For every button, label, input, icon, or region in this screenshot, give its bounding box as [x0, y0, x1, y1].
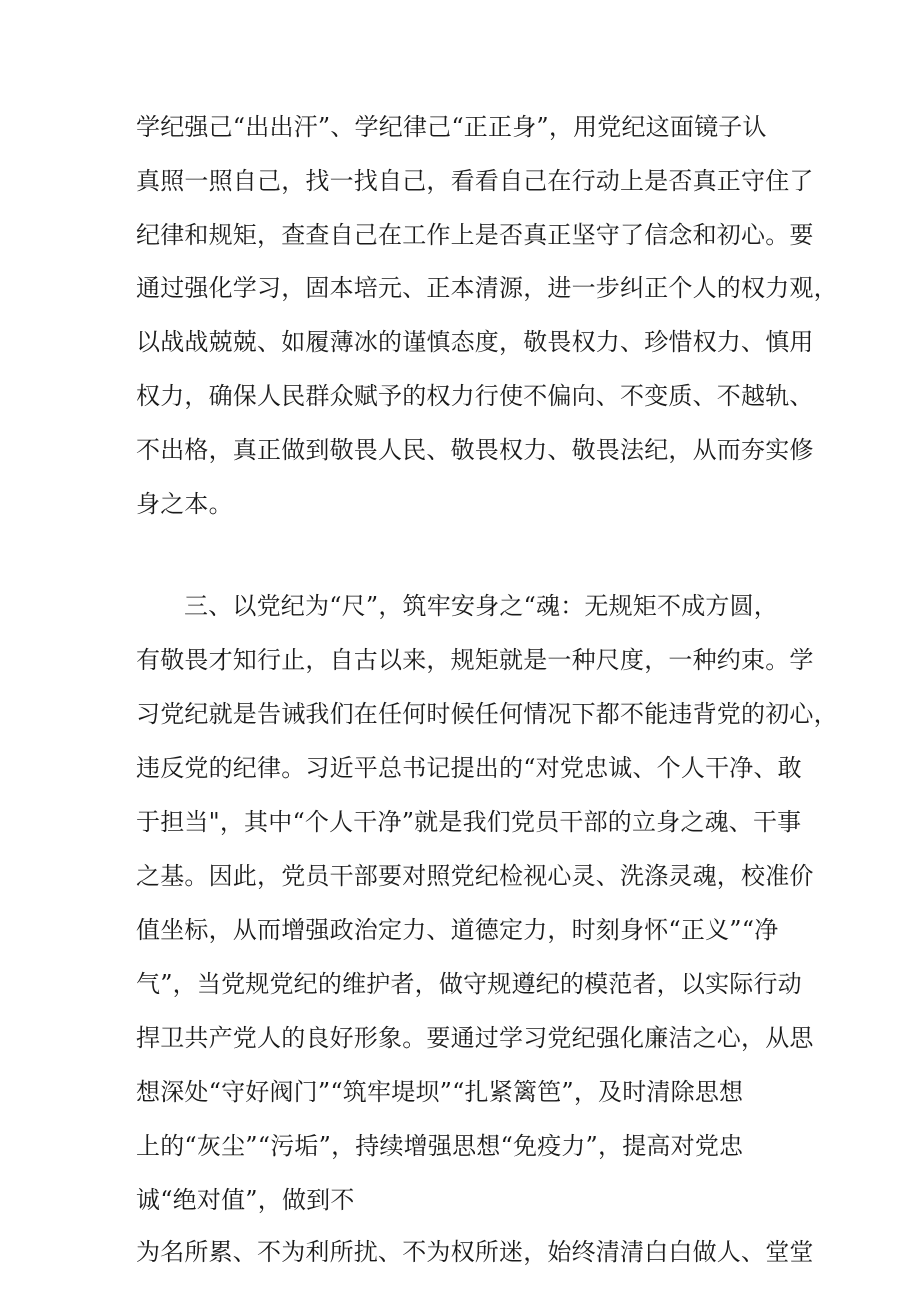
- paragraph-line: 习党纪就是告诫我们在任何时候任何情况下都不能违背党的初心，: [136, 700, 838, 728]
- paragraph-line: 为名所累、不为利所扰、不为权所迷，始终清清白白做人、堂堂: [136, 1238, 814, 1266]
- paragraph-line: 诚“绝对值”，做到不: [136, 1186, 355, 1214]
- paragraph-line: 学纪强己“出出汗”、学纪律己“正正身”，用党纪这面镜子认: [136, 113, 767, 141]
- paragraph-line: 违反党的纪律。习近平总书记提出的“对党忠诚、个人干净、敢: [136, 754, 802, 782]
- paragraph-line: 想深处“守好阀门”“筑牢堤坝”“扎紧篱笆”，及时清除思想: [136, 1078, 744, 1106]
- paragraph-line: 气”，当党规党纪的维护者，做守规遵纪的模范者，以实际行动: [136, 970, 802, 998]
- paragraph-line: 之基。因此，党员干部要对照党纪检视心灵、洗涤灵魂，校准价: [136, 862, 814, 890]
- paragraph-line: 不出格，真正做到敬畏人民、敬畏权力、敬畏法纪，从而夯实修: [136, 436, 814, 464]
- paragraph-line: 权力，确保人民群众赋予的权力行使不偏向、不变质、不越轨、: [136, 382, 814, 410]
- paragraph-line: 值坐标，从而增强政治定力、道德定力，时刻身怀“正义”“净: [136, 916, 779, 944]
- paragraph-line: 捍卫共产党人的良好形象。要通过学习党纪强化廉洁之心，从思: [136, 1024, 814, 1052]
- paragraph-line: 有敬畏才知行止，自古以来，规矩就是一种尺度，一种约束。学: [136, 646, 814, 674]
- paragraph-line: 纪律和规矩，查查自己在工作上是否真正坚守了信念和初心。要: [136, 221, 814, 249]
- section-heading-line: 三、以党纪为“尺”，筑牢安身之“魂：无规矩不成方圆，: [184, 592, 779, 620]
- paragraph-line: 真照一照自己，找一找自己，看看自己在行动上是否真正守住了: [136, 167, 814, 195]
- paragraph-line: 身之本。: [136, 490, 233, 518]
- paragraph-line: 以战战兢兢、如履薄冰的谨慎态度，敬畏权力、珍惜权力、慎用: [136, 328, 814, 356]
- paragraph-line: 于担当"，其中“个人干净”就是我们党员干部的立身之魂、干事: [136, 808, 802, 836]
- paragraph-line: 通过强化学习，固本培元、正本清源，进一步纠正个人的权力观，: [136, 274, 838, 302]
- paragraph-line: 上的“灰尘”“污垢”，持续增强思想“免疫力”，提高对党忠: [136, 1132, 744, 1160]
